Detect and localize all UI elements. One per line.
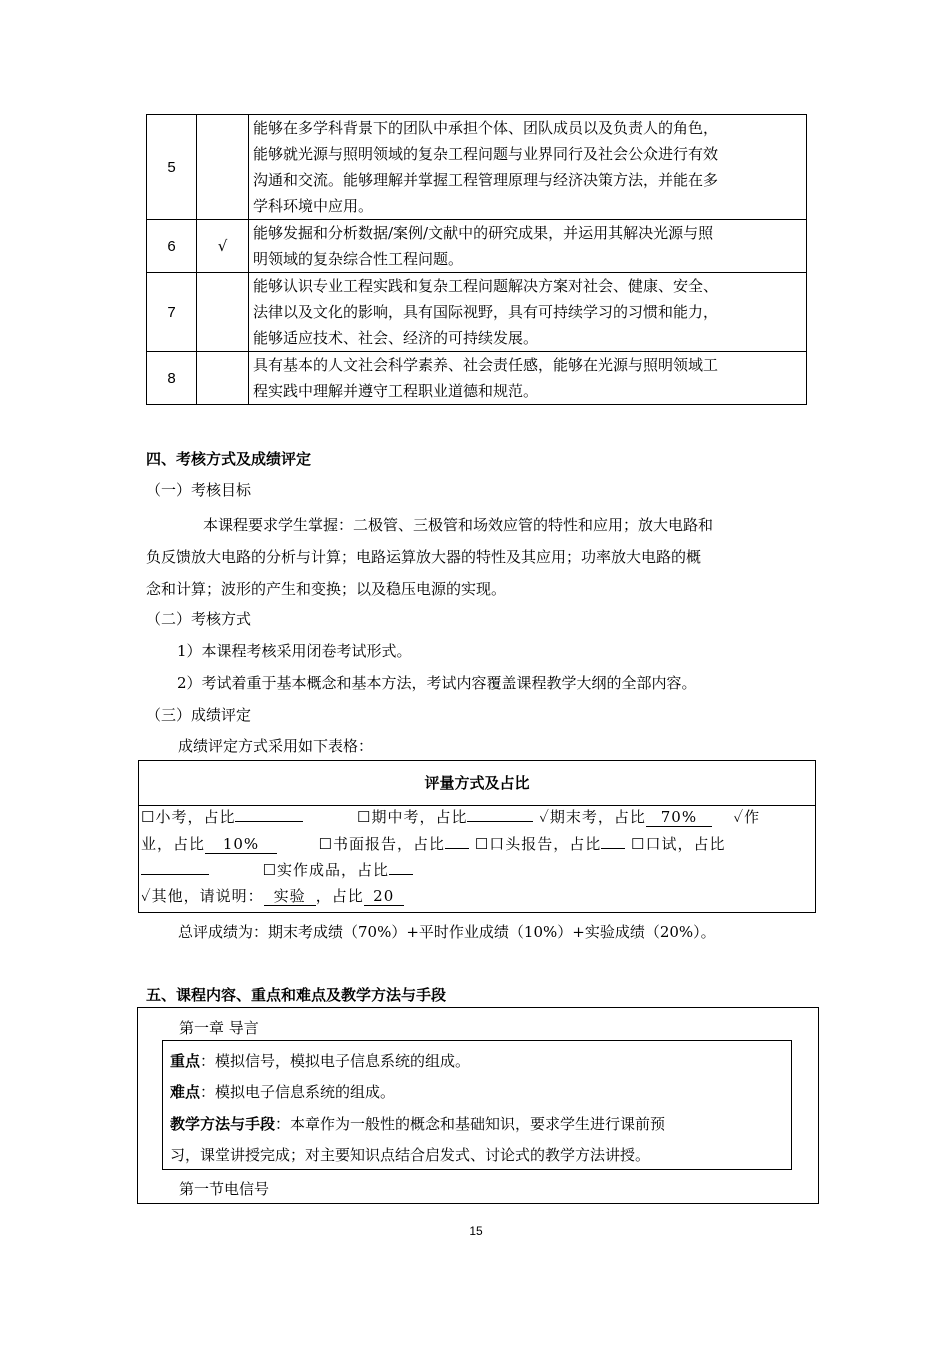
- grade-intro: 成绩评定方式采用如下表格：: [178, 737, 374, 755]
- oral-report-option: ☐口头报告，占比: [474, 835, 602, 853]
- row-number: 5: [147, 115, 197, 220]
- table-row: [147, 220, 807, 273]
- row-text: [249, 352, 807, 405]
- row-check: [197, 273, 249, 352]
- key-point: [170, 1050, 470, 1071]
- section-title: 第一节电信号: [179, 1180, 270, 1198]
- homework-value: 10%: [205, 835, 277, 854]
- grade-line-1: [141, 805, 760, 829]
- grade-line-2: [141, 832, 726, 856]
- key-text: ：模拟信号，模拟电子信息系统的组成。: [200, 1052, 471, 1070]
- difficulty-point: [170, 1081, 395, 1102]
- grade-table: [138, 760, 816, 913]
- quiz-option: ☐小考，占比: [141, 808, 236, 826]
- row-line: 明领域的复杂综合性工程问题。: [253, 250, 464, 268]
- row-line: 能够认识专业工程实践和复杂工程问题解决方案对社会、健康、安全、: [253, 277, 719, 295]
- table-row: [147, 115, 807, 220]
- row-line: 能够发掘和分析数据/案例/文献中的研究成果，并运用其解决光源与照: [253, 224, 714, 242]
- method-line-1: 1）本课程考核采用闭卷考试形式。: [177, 642, 412, 660]
- written-report-option: ☐书面报告，占比: [318, 835, 446, 853]
- row-line: 法律以及文化的影响，具有国际视野，具有可持续学习的习惯和能力，: [253, 303, 719, 321]
- row-line: 具有基本的人文社会科学素养、社会责任感，能够在光源与照明领域工: [253, 356, 719, 374]
- row-text: [249, 220, 807, 273]
- objectives-table: [146, 114, 807, 405]
- row-number: 6: [147, 220, 197, 273]
- page-number: 15: [469, 1224, 483, 1238]
- row-line: 能够就光源与照明领域的复杂工程问题与业界同行及社会公众进行有效: [253, 145, 719, 163]
- other-option: ✓其他，请说明：: [141, 887, 264, 905]
- chapter-title: 第一章 导言: [179, 1019, 259, 1037]
- grade-line-3: [141, 858, 413, 882]
- row-number: 7: [147, 273, 197, 352]
- row-check: [197, 352, 249, 405]
- table-row: [147, 352, 807, 405]
- other-share-value: 20: [364, 887, 404, 906]
- table-row: [147, 273, 807, 352]
- row-line: 程实践中理解并遵守工程职业道德和规范。: [253, 382, 539, 400]
- other-value: 实验: [264, 887, 316, 906]
- grade-table-header: 评量方式及占比: [139, 761, 815, 806]
- oral-exam-option: ☐口试，占比: [631, 835, 726, 853]
- goal-line: 念和计算；波形的产生和变换；以及稳压电源的实现。: [146, 580, 507, 598]
- homework-option-cont: 业，占比: [141, 835, 206, 853]
- method-line-2: 2）考试着重于基本概念和基本方法，考试内容覆盖课程教学大纲的全部内容。: [177, 674, 697, 692]
- section4-title: 四、考核方式及成绩评定: [146, 450, 312, 468]
- goal-paragraph: [146, 509, 816, 605]
- teaching-method-cont: 习，课堂讲授完成；对主要知识点结合启发式、讨论式的教学方法讲授。: [170, 1146, 651, 1164]
- key-label: 重点: [170, 1052, 201, 1070]
- grade-line-4: [141, 884, 404, 908]
- row-line: 能够适应技术、社会、经济的可持续发展。: [253, 329, 539, 347]
- final-value: 70%: [646, 808, 712, 827]
- method-text-1: ：本章作为一般性的概念和基础知识，要求学生进行课前预: [275, 1115, 666, 1133]
- row-line: 沟通和交流。能够理解并掌握工程管理原理与经济决策方法，并能在多: [253, 171, 719, 189]
- goal-line: 本课程要求学生掌握：二极管、三极管和场效应管的特性和应用；放大电路和: [203, 516, 714, 534]
- work-option: ☐实作成品，占比: [262, 861, 390, 879]
- row-text: [249, 115, 807, 220]
- total-score-formula: 总评成绩为：期末考成绩（70%）+平时作业成绩（10%）+实验成绩（20%）。: [178, 923, 716, 941]
- row-text: [249, 273, 807, 352]
- difficulty-text: ：模拟电子信息系统的组成。: [200, 1083, 396, 1101]
- row-line: 学科环境中应用。: [253, 197, 374, 215]
- section4-sub1: （一）考核目标: [146, 481, 252, 499]
- final-option: ✓期末考，占比: [539, 808, 646, 826]
- row-line: 能够在多学科背景下的团队中承担个体、团队成员以及负责人的角色，: [253, 119, 719, 137]
- row-check: [197, 115, 249, 220]
- row-check: √: [197, 220, 249, 273]
- midterm-option: ☐期中考，占比: [357, 808, 468, 826]
- section4-sub3: （三）成绩评定: [146, 706, 252, 724]
- row-number: 8: [147, 352, 197, 405]
- method-label: 教学方法与手段: [170, 1115, 276, 1133]
- section5-title: 五、课程内容、重点和难点及教学方法与手段: [146, 986, 447, 1004]
- other-share-label: ，占比: [315, 887, 364, 905]
- teaching-method: [170, 1113, 665, 1134]
- section4-sub2: （二）考核方式: [146, 610, 252, 628]
- goal-line: 负反馈放大电路的分析与计算；电路运算放大器的特性及其应用；功率放大电路的概: [146, 548, 702, 566]
- difficulty-label: 难点: [170, 1083, 201, 1101]
- homework-option: ✓作: [733, 808, 761, 826]
